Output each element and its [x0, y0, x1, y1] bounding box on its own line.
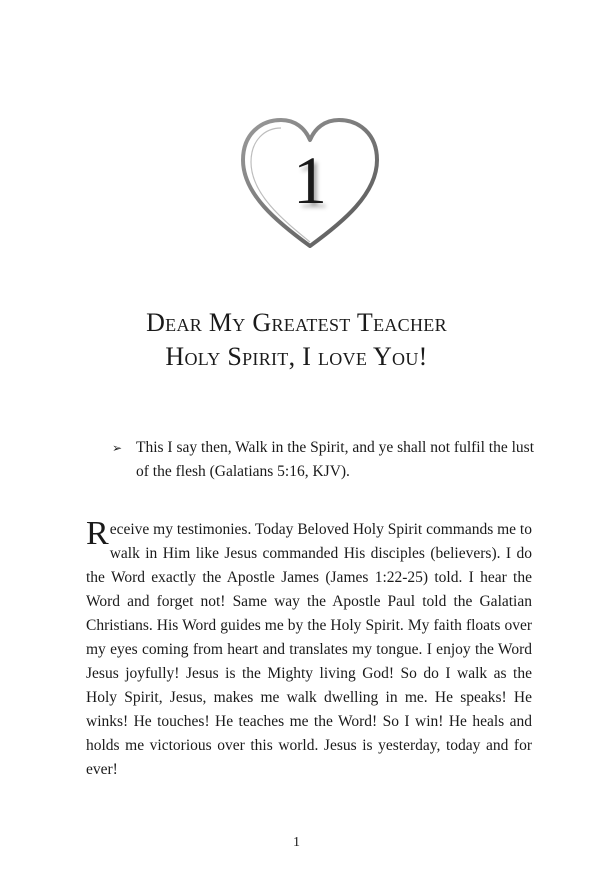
chapter-heart: [237, 114, 383, 254]
chapter-number: 1: [293, 142, 327, 218]
body-paragraph-text: eceive my testimonies. Today Beloved Holy Spirit commands me to walk in Him like Jesus commanded His disciples (believers). I do the Word exactly the Apostle James (James 1:22-25) told. I hear the Word and forget not! Same way the Apostle Paul told the Galatian Christians. His Word guides me by the Holy Spirit. My faith floats over my eyes coming from heart and translates my tongue. I enjoy the Word Jesus joyfully! Jesus is the Mighty living God! So do I walk as the Holy Spirit, Jesus, makes me walk dwelling in me. He speaks! He winks! He touches! He teaches me the Word! So I win! He heals and holds me victorious over this world. Jesus is yesterday, today and for ever!: [86, 521, 532, 778]
chapter-title-line-2: Holy Spirit, I love You!: [165, 342, 428, 371]
scripture-quote: [112, 436, 534, 484]
chapter-title: [0, 306, 593, 374]
chapter-title-line-1: Dear My Greatest Teacher: [146, 308, 447, 337]
page-number: 1: [293, 835, 300, 850]
scripture-text: This I say then, Walk in the Spirit, and ye shall not fulfil the lust of the flesh (Galatians 5:16, KJV).: [136, 439, 534, 480]
body-paragraph: [86, 515, 532, 782]
drop-cap: R: [86, 515, 109, 552]
arrowhead-bullet-icon: ➢: [112, 441, 123, 455]
